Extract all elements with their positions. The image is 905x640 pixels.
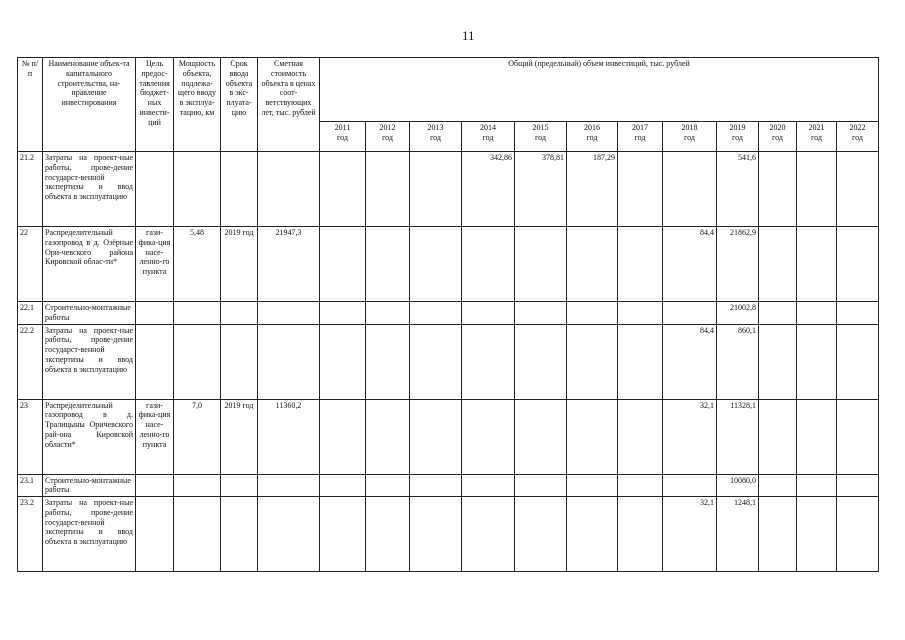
row-year-value-2016: [567, 399, 618, 474]
header-year-2015: [515, 122, 567, 152]
investment-table: [17, 57, 879, 572]
row-year-value-2021: [797, 302, 837, 325]
header-investment-total: Общий (предельный) объем инвестиций, тыс. рублей: [320, 58, 879, 122]
row-power: [174, 474, 221, 497]
row-term: [221, 302, 258, 325]
row-power: [174, 302, 221, 325]
row-year-value-2015: [515, 399, 567, 474]
header-year-unit: год: [430, 132, 441, 142]
row-object-name: Затраты на проект-ные работы, прове-дение государст-венной экспертизы и ввод объекта в эксплуатацию: [43, 324, 136, 399]
row-year-value-2011: [320, 324, 366, 399]
row-goal: [136, 497, 174, 572]
header-year-unit: год: [535, 132, 546, 142]
header-year-2018: [663, 122, 717, 152]
row-year-value-2012: [366, 152, 410, 227]
row-year-value-2014: [462, 227, 515, 302]
row-year-value-2015: [515, 324, 567, 399]
row-year-value-2017: [618, 399, 663, 474]
row-term: 2019 год: [221, 399, 258, 474]
row-year-value-2017: [618, 302, 663, 325]
header-year-2022: [837, 122, 879, 152]
row-year-value-2018: 32,1: [663, 497, 717, 572]
header-year-value: 2021: [808, 123, 825, 132]
row-year-value-2018: [663, 302, 717, 325]
row-year-value-2019: 1248,1: [717, 497, 759, 572]
row-year-value-2022: [837, 497, 879, 572]
header-year-unit: год: [852, 132, 863, 142]
row-power: [174, 497, 221, 572]
row-year-value-2019: 10080,0: [717, 474, 759, 497]
row-year-value-2022: [837, 152, 879, 227]
header-year-value: 2012: [379, 123, 396, 132]
row-year-value-2011: [320, 152, 366, 227]
row-year-value-2019: 21002,8: [717, 302, 759, 325]
row-year-value-2014: 342,86: [462, 152, 515, 227]
row-num: 23: [18, 399, 43, 474]
page-number: 11: [462, 28, 475, 43]
row-term: [221, 474, 258, 497]
row-year-value-2013: [410, 497, 462, 572]
row-year-value-2021: [797, 227, 837, 302]
row-year-value-2020: [759, 399, 797, 474]
row-object-name: Распределительный газопровод в д. Тралицыны Оричевского рай-она Кировской области*: [43, 399, 136, 474]
row-year-value-2022: [837, 302, 879, 325]
row-year-value-2018: 84,4: [663, 227, 717, 302]
row-year-value-2017: [618, 497, 663, 572]
row-year-value-2013: [410, 227, 462, 302]
row-year-value-2016: [567, 474, 618, 497]
row-year-value-2017: [618, 227, 663, 302]
table-row: [18, 497, 879, 572]
row-year-value-2021: [797, 324, 837, 399]
row-num: 23.2: [18, 497, 43, 572]
header-year-value: 2013: [427, 123, 444, 132]
row-year-value-2020: [759, 302, 797, 325]
row-year-value-2013: [410, 399, 462, 474]
header-year-value: 2020: [769, 123, 786, 132]
row-year-value-2020: [759, 152, 797, 227]
row-year-value-2015: [515, 474, 567, 497]
header-year-value: 2014: [480, 123, 496, 132]
row-year-value-2012: [366, 497, 410, 572]
header-goal: Цель предос-тавления бюджет-ных инвести-ций: [136, 58, 174, 152]
row-year-value-2015: [515, 497, 567, 572]
row-year-value-2015: 378,81: [515, 152, 567, 227]
row-year-value-2015: [515, 302, 567, 325]
row-year-value-2014: [462, 497, 515, 572]
header-year-value: 2016: [584, 123, 600, 132]
header-year-2019: [717, 122, 759, 152]
row-year-value-2012: [366, 302, 410, 325]
row-year-value-2019: 21862,9: [717, 227, 759, 302]
row-year-value-2013: [410, 302, 462, 325]
header-year-unit: год: [586, 132, 598, 142]
row-year-value-2011: [320, 302, 366, 325]
row-year-value-2022: [837, 227, 879, 302]
header-cost: Сметная стоимость объекта в ценах соот-ветствующих лет, тыс. рублей: [258, 58, 320, 152]
header-year-value: 2011: [334, 123, 351, 132]
row-num: 22.1: [18, 302, 43, 325]
row-term: 2019 год: [221, 227, 258, 302]
row-year-value-2014: [462, 302, 515, 325]
header-object-name: Наименование объек-та капитального строительства, на-правление инвестирования: [43, 58, 136, 152]
row-object-name: Затраты на проект-ные работы, прове-дение государст-венной экспертизы и ввод объекта в эксплуатацию: [43, 152, 136, 227]
row-cost: 11360,2: [258, 399, 320, 474]
row-year-value-2020: [759, 497, 797, 572]
header-term: Срок ввода объекта в экс-плуата-цию: [221, 58, 258, 152]
row-power: [174, 152, 221, 227]
header-year-2011: [320, 122, 366, 152]
row-year-value-2022: [837, 324, 879, 399]
row-year-value-2021: [797, 152, 837, 227]
table-row: [18, 152, 879, 227]
row-year-value-2013: [410, 152, 462, 227]
row-year-value-2018: [663, 152, 717, 227]
table-row: [18, 302, 879, 325]
row-year-value-2014: [462, 399, 515, 474]
header-year-2021: [797, 122, 837, 152]
row-year-value-2016: [567, 324, 618, 399]
header-year-value: 2018: [681, 123, 698, 132]
row-object-name: Строительно-монтажные работы: [43, 302, 136, 325]
header-year-unit: год: [811, 132, 822, 142]
row-year-value-2014: [462, 474, 515, 497]
row-object-name: Распределительный газопровод в д. Озёрные Ори-чевского района Кировской облас-ти*: [43, 227, 136, 302]
row-goal: гази-фика-ция насе-ленно-го пункта: [136, 399, 174, 474]
header-year-unit: год: [634, 132, 646, 142]
header-year-unit: год: [732, 132, 743, 142]
row-term: [221, 152, 258, 227]
row-goal: [136, 302, 174, 325]
row-year-value-2012: [366, 324, 410, 399]
header-year-2016: [567, 122, 618, 152]
row-cost: [258, 152, 320, 227]
row-year-value-2017: [618, 152, 663, 227]
row-year-value-2016: [567, 302, 618, 325]
row-cost: [258, 497, 320, 572]
row-year-value-2013: [410, 324, 462, 399]
row-year-value-2016: [567, 497, 618, 572]
row-num: 21.2: [18, 152, 43, 227]
table-row: [18, 399, 879, 474]
row-year-value-2020: [759, 474, 797, 497]
row-year-value-2021: [797, 497, 837, 572]
row-year-value-2016: 187,29: [567, 152, 618, 227]
row-year-value-2017: [618, 474, 663, 497]
row-year-value-2018: 84,4: [663, 324, 717, 399]
row-goal: [136, 152, 174, 227]
header-num: № п/п: [18, 58, 43, 152]
header-year-2013: [410, 122, 462, 152]
header-year-unit: год: [337, 132, 348, 142]
header-year-value: 2019: [729, 123, 746, 132]
row-power: 5,48: [174, 227, 221, 302]
header-power: Мощность объекта, подлежа-щего вводу в эксплуа-тацию, км: [174, 58, 221, 152]
row-year-value-2022: [837, 399, 879, 474]
row-year-value-2015: [515, 227, 567, 302]
table-row: [18, 227, 879, 302]
row-year-value-2020: [759, 227, 797, 302]
header-year-2020: [759, 122, 797, 152]
row-term: [221, 324, 258, 399]
row-year-value-2011: [320, 399, 366, 474]
table-row: [18, 324, 879, 399]
row-year-value-2018: [663, 474, 717, 497]
header-year-value: 2022: [849, 123, 866, 132]
row-year-value-2014: [462, 324, 515, 399]
row-year-value-2012: [366, 227, 410, 302]
header-year-2012: [366, 122, 410, 152]
row-year-value-2011: [320, 474, 366, 497]
row-year-value-2019: 860,1: [717, 324, 759, 399]
row-year-value-2021: [797, 399, 837, 474]
row-power: [174, 324, 221, 399]
row-object-name: Строительно-монтажные работы: [43, 474, 136, 497]
header-year-value: 2015: [532, 123, 549, 132]
row-year-value-2021: [797, 474, 837, 497]
header-year-unit: год: [482, 132, 494, 142]
row-num: 22.2: [18, 324, 43, 399]
row-year-value-2013: [410, 474, 462, 497]
header-year-value: 2017: [632, 123, 648, 132]
header-year-unit: год: [382, 132, 393, 142]
row-cost: [258, 302, 320, 325]
table-row: [18, 474, 879, 497]
row-goal: гази-фика-ция насе-ленно-го пункта: [136, 227, 174, 302]
row-year-value-2018: 32,1: [663, 399, 717, 474]
row-year-value-2020: [759, 324, 797, 399]
row-year-value-2019: 541,6: [717, 152, 759, 227]
row-year-value-2011: [320, 497, 366, 572]
header-year-unit: год: [772, 132, 783, 142]
row-num: 23.1: [18, 474, 43, 497]
row-object-name: Затраты на проект-ные работы, прове-дение государст-венной экспертизы и ввод объекта в эксплуатацию: [43, 497, 136, 572]
header-year-2017: [618, 122, 663, 152]
row-power: 7,0: [174, 399, 221, 474]
row-cost: [258, 324, 320, 399]
row-year-value-2012: [366, 474, 410, 497]
row-num: 22: [18, 227, 43, 302]
row-goal: [136, 474, 174, 497]
row-year-value-2011: [320, 227, 366, 302]
header-year-2014: [462, 122, 515, 152]
row-term: [221, 497, 258, 572]
header-year-unit: год: [684, 132, 695, 142]
row-goal: [136, 324, 174, 399]
row-year-value-2019: 11328,1: [717, 399, 759, 474]
row-year-value-2022: [837, 474, 879, 497]
row-cost: 21947,3: [258, 227, 320, 302]
row-year-value-2016: [567, 227, 618, 302]
row-year-value-2017: [618, 324, 663, 399]
row-cost: [258, 474, 320, 497]
row-year-value-2012: [366, 399, 410, 474]
